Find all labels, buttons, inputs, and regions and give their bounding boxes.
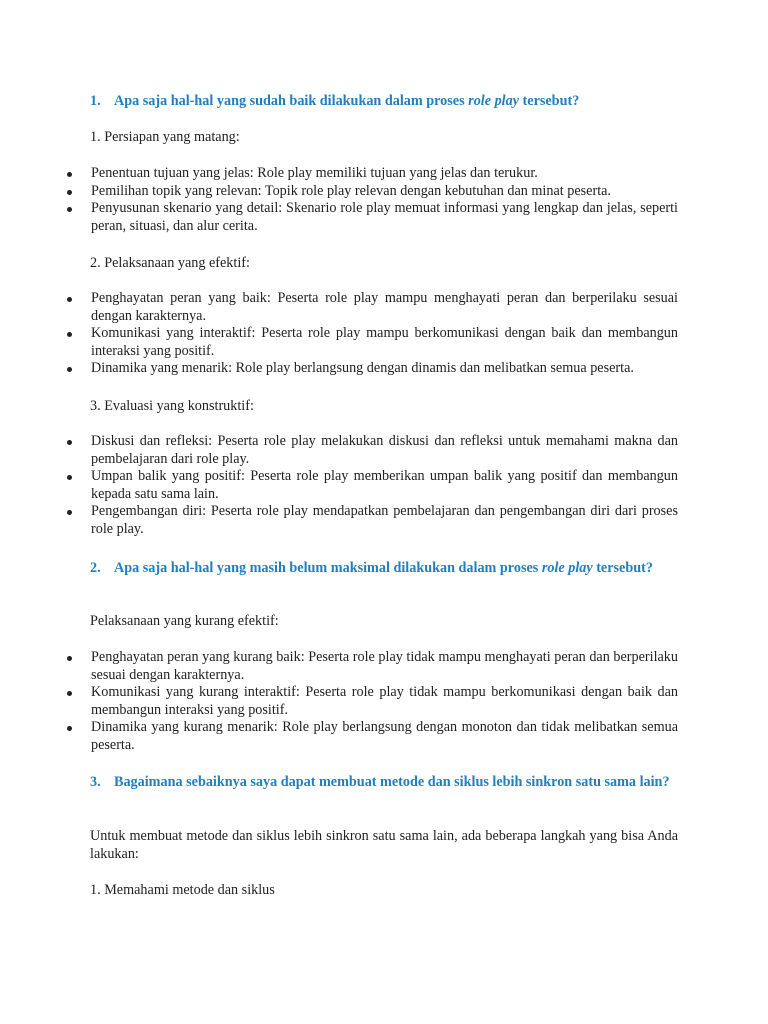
question-number: 2.	[90, 560, 101, 576]
list-item: Penentuan tujuan yang jelas: Role play memiliki tujuan yang jelas dan terukur.	[0, 165, 678, 183]
bullet-icon	[67, 726, 72, 731]
question-3-heading	[90, 774, 678, 792]
bullet-icon	[67, 510, 72, 515]
subheading-memahami: 1. Memahami metode dan siklus	[90, 882, 275, 898]
bullet-list-kurang-efektif	[0, 649, 768, 755]
list-item: Umpan balik yang positif: Peserta role play memberikan umpan balik yang positif dan membangun kepada satu sama lain.	[0, 468, 678, 503]
list-item: Pengembangan diri: Peserta role play mendapatkan pembelajaran dan pengembangan diri dari proses role play.	[0, 503, 678, 538]
list-item: Komunikasi yang kurang interaktif: Peserta role play tidak mampu berkomunikasi dengan baik dan membangun interaksi yang positif.	[0, 684, 678, 719]
list-item: Komunikasi yang interaktif: Peserta role play mampu berkomunikasi dengan baik dan membangun interaksi yang positif.	[0, 325, 678, 360]
list-item: Penyusunan skenario yang detail: Skenario role play memuat informasi yang lengkap dan jelas, seperti peran, situasi, dan alur cerita.	[0, 200, 678, 235]
list-item: Penghayatan peran yang baik: Peserta role play mampu menghayati peran dan berperilaku sesuai dengan karakternya.	[0, 290, 678, 325]
list-item: Dinamika yang menarik: Role play berlangsung dengan dinamis dan melibatkan semua peserta.	[0, 360, 678, 378]
question-2-heading	[90, 560, 678, 578]
subheading-persiapan: 1. Persiapan yang matang:	[90, 129, 240, 145]
question-1-heading	[90, 93, 678, 111]
bullet-icon	[67, 656, 72, 661]
bullet-icon	[67, 691, 72, 696]
question-number: 3.	[90, 774, 101, 790]
question-text: Bagaimana sebaiknya saya dapat membuat metode dan siklus lebih sinkron satu sama lain?	[114, 774, 670, 790]
bullet-icon	[67, 367, 72, 372]
intro-paragraph: Untuk membuat metode dan siklus lebih sinkron satu sama lain, ada beberapa langkah yang bisa Anda lakukan:	[90, 828, 678, 862]
bullet-icon	[67, 190, 72, 195]
bullet-icon	[67, 475, 72, 480]
bullet-icon	[67, 440, 72, 445]
list-item: Dinamika yang kurang menarik: Role play berlangsung dengan monoton dan tidak melibatkan semua peserta.	[0, 719, 678, 754]
question-text: Apa saja hal-hal yang sudah baik dilakukan dalam proses role play tersebut?	[114, 93, 580, 109]
subheading-pelaksanaan: 2. Pelaksanaan yang efektif:	[90, 255, 250, 271]
question-number: 1.	[90, 93, 101, 109]
bullet-list-pelaksanaan	[0, 290, 768, 378]
question-text: Apa saja hal-hal yang masih belum maksimal dilakukan dalam proses role play tersebut?	[114, 560, 653, 576]
list-item: Penghayatan peran yang kurang baik: Peserta role play tidak mampu menghayati peran dan berperilaku sesuai dengan karakternya.	[0, 649, 678, 684]
list-item: Pemilihan topik yang relevan: Topik role play relevan dengan kebutuhan dan minat peserta.	[0, 183, 678, 201]
bullet-list-persiapan	[0, 165, 768, 235]
list-item: Diskusi dan refleksi: Peserta role play melakukan diskusi dan refleksi untuk memahami makna dan pembelajaran dari role play.	[0, 433, 678, 468]
bullet-icon	[67, 172, 72, 177]
bullet-icon	[67, 332, 72, 337]
subheading-evaluasi: 3. Evaluasi yang konstruktif:	[90, 398, 254, 414]
bullet-list-evaluasi	[0, 433, 768, 539]
subheading-kurang-efektif: Pelaksanaan yang kurang efektif:	[90, 613, 279, 629]
bullet-icon	[67, 297, 72, 302]
bullet-icon	[67, 207, 72, 212]
